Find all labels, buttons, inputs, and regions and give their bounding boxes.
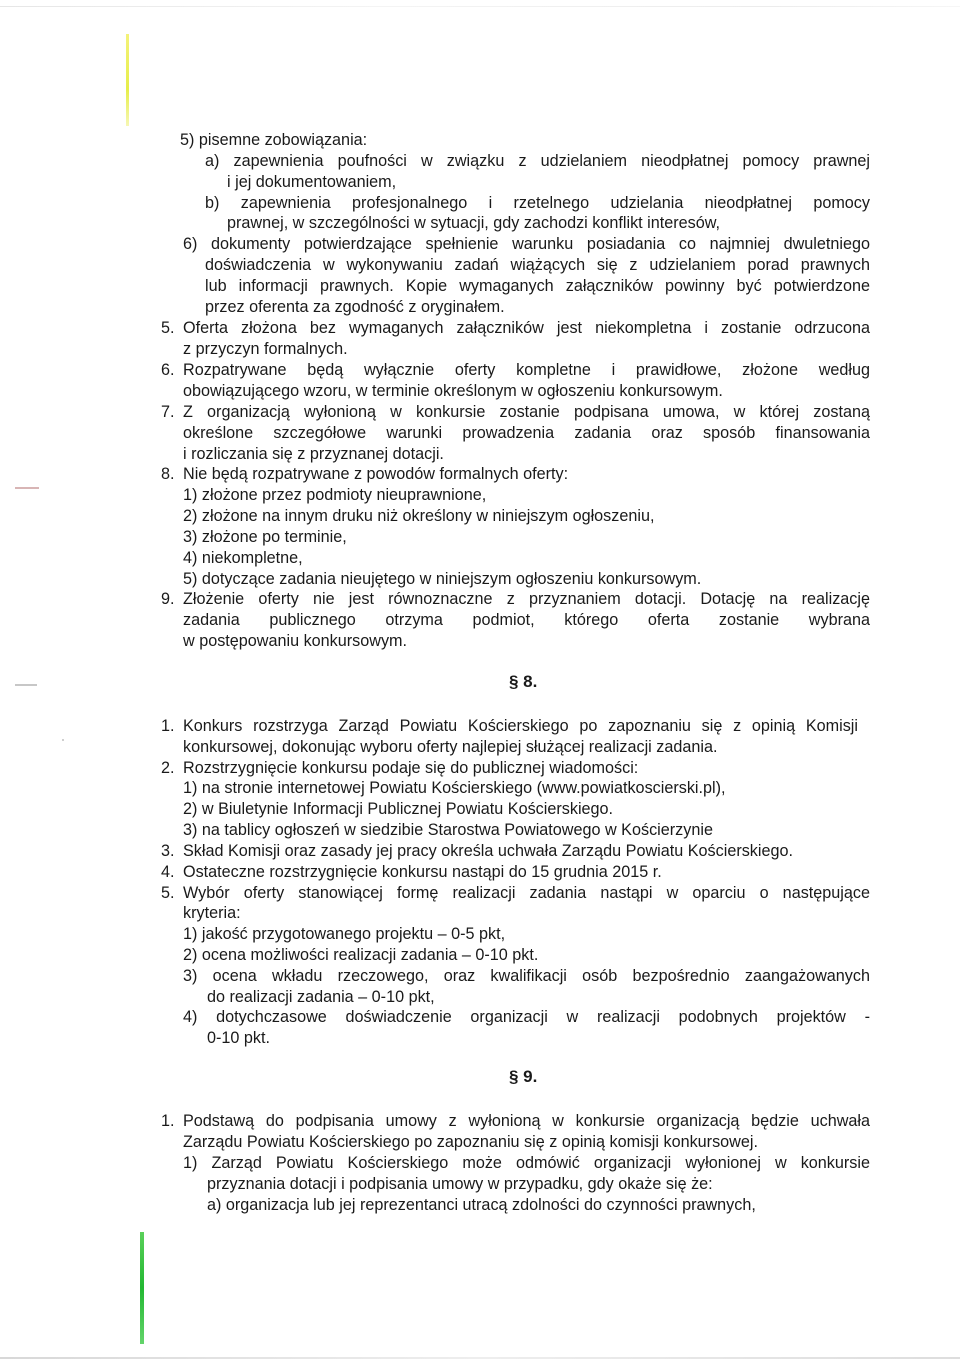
sub-item: 5) dotyczące zadania nieujętego w niniejszym ogłoszeniu konkursowym. — [183, 570, 702, 588]
list-item: Rozpatrywane będą wyłącznie oferty kompletne i prawidłowe, złożone według — [183, 361, 870, 379]
sub-item: 3) na tablicy ogłoszeń w siedzibie Starostwa Powiatowego w Kościerzynie — [183, 821, 713, 839]
list-number: 1. — [161, 1112, 175, 1130]
text-line: do realizacji zadania – 0-10 pkt, — [207, 988, 435, 1006]
list-number: 5. — [161, 319, 175, 337]
list-item: a) zapewnienia poufności w związku z udzielaniem nieodpłatnej pomocy prawnej — [205, 152, 870, 170]
sub-item: a) organizacja lub jej reprezentanci utracą zdolności do czynności prawnych, — [207, 1196, 756, 1214]
yellow-highlighter-mark — [126, 34, 129, 126]
list-item: Rozstrzygnięcie konkursu podaje się do publicznej wiadomości: — [183, 759, 639, 777]
text-line: obowiązującego wzoru, w terminie określonym w ogłoszeniu konkursowym. — [183, 382, 723, 400]
list-item: Złożenie oferty nie jest równoznaczne z przyznaniem dotacji. Dotację na realizację — [183, 590, 870, 608]
list-item: Skład Komisji oraz zasady jej pracy określa uchwała Zarządu Powiatu Kościerskiego. — [183, 842, 794, 860]
list-item: 5) pisemne zobowiązania: — [180, 131, 368, 149]
list-number: 5. — [161, 884, 175, 902]
sub-item: 4) dotychczasowe doświadczenie organizacji w realizacji podobnych projektów - — [183, 1008, 870, 1026]
list-number: 2. — [161, 759, 175, 777]
sub-item: 1) złożone przez podmioty nieuprawnione, — [183, 486, 487, 504]
list-item: Z organizacją wyłonioną w konkursie zostanie podpisana umowa, w której zostaną — [183, 403, 870, 421]
sub-item: 2) w Biuletynie Informacji Publicznej Powiatu Kościerskiego. — [183, 800, 614, 818]
section-heading: § 9. — [509, 1067, 538, 1086]
text-line: w postępowaniu konkursowym. — [183, 632, 408, 650]
text-line: określone szczegółowe warunki prowadzenia zadania oraz sposób finansowania — [183, 424, 870, 442]
section-heading: § 8. — [509, 672, 538, 691]
list-number: 6. — [161, 361, 175, 379]
margin-mark — [62, 739, 64, 741]
text-line: 0-10 pkt. — [207, 1029, 270, 1047]
text-line: lub informacji prawnych. Kopie wymaganych załączników powinny być potwierdzone — [205, 277, 870, 295]
text-line: przez oferenta za zgodność z oryginałem. — [205, 298, 505, 316]
sub-item: 1) jakość przygotowanego projektu – 0-5 pkt, — [183, 925, 506, 943]
text-line: konkursowej, dokonując wyboru oferty najlepiej służącej realizacji zadania. — [183, 738, 718, 756]
margin-mark — [15, 487, 39, 489]
sub-item: 3) złożone po terminie, — [183, 528, 347, 546]
sub-item: 2) ocena możliwości realizacji zadania – 0-10 pkt. — [183, 946, 539, 964]
list-item: Oferta złożona bez wymaganych załączników jest niekompletna i zostanie odrzucona — [183, 319, 870, 337]
list-number: 9. — [161, 590, 175, 608]
text-line: i jej dokumentowaniem, — [227, 173, 397, 191]
list-item: Podstawą do podpisania umowy z wyłonioną w konkursie organizacją będzie uchwała — [183, 1112, 870, 1130]
list-item: Wybór oferty stanowiącej formę realizacji zadania nastąpi w oparciu o następujące — [183, 884, 870, 902]
list-item: Ostateczne rozstrzygnięcie konkursu nastąpi do 15 grudnia 2015 r. — [183, 863, 662, 881]
sub-item: 1) na stronie internetowej Powiatu Kościerskiego (www.powiatkoscierski.pl), — [183, 779, 726, 797]
scan-edge-top — [0, 6, 960, 7]
list-number: 8. — [161, 465, 175, 483]
margin-mark — [15, 684, 37, 686]
green-highlighter-mark — [140, 1232, 144, 1344]
text-line: kryteria: — [183, 904, 241, 922]
list-number: 4. — [161, 863, 175, 881]
sub-item: 3) ocena wkładu rzeczowego, oraz kwalifikacji osób bezpośrednio zaangażowanych — [183, 967, 870, 985]
text-line: i rozliczania się z przyznanej dotacji. — [183, 445, 444, 463]
list-item: b) zapewnienia profesjonalnego i rzetelnego udzielania nieodpłatnej pomocy — [205, 194, 870, 212]
sub-item: 2) złożone na innym druku niż określony w niniejszym ogłoszeniu, — [183, 507, 655, 525]
list-number: 7. — [161, 403, 175, 421]
text-line: z przyczyn formalnych. — [183, 340, 348, 358]
list-item: 6) dokumenty potwierdzające spełnienie warunku posiadania co najmniej dwuletniego — [183, 235, 870, 253]
sub-item: 1) Zarząd Powiatu Kościerskiego może odmówić organizacji wyłonionej w konkursie — [183, 1154, 870, 1172]
text-line: doświadczenia w wykonywaniu zadań wiążących się z udzielaniem porad prawnych — [205, 256, 870, 274]
sub-item: 4) niekompletne, — [183, 549, 303, 567]
list-item: Konkurs rozstrzyga Zarząd Powiatu Kościerskiego po zapoznaniu się z opinią Komisji — [183, 717, 858, 735]
text-line: zadania publicznego otrzyma podmiot, którego oferta zostanie wybrana — [183, 611, 870, 629]
list-number: 3. — [161, 842, 175, 860]
scan-edge-bottom — [0, 1357, 960, 1359]
list-number: 1. — [161, 717, 175, 735]
text-line: prawnej, w szczególności w sytuacji, gdy zachodzi konflikt interesów, — [227, 214, 721, 232]
text-line: przyznania dotacji i podpisania umowy w przypadku, gdy okaże się że: — [207, 1175, 713, 1193]
text-line: Zarządu Powiatu Kościerskiego po zapoznaniu się z opinią komisji konkursowej. — [183, 1133, 758, 1151]
list-item: Nie będą rozpatrywane z powodów formalnych oferty: — [183, 465, 569, 483]
